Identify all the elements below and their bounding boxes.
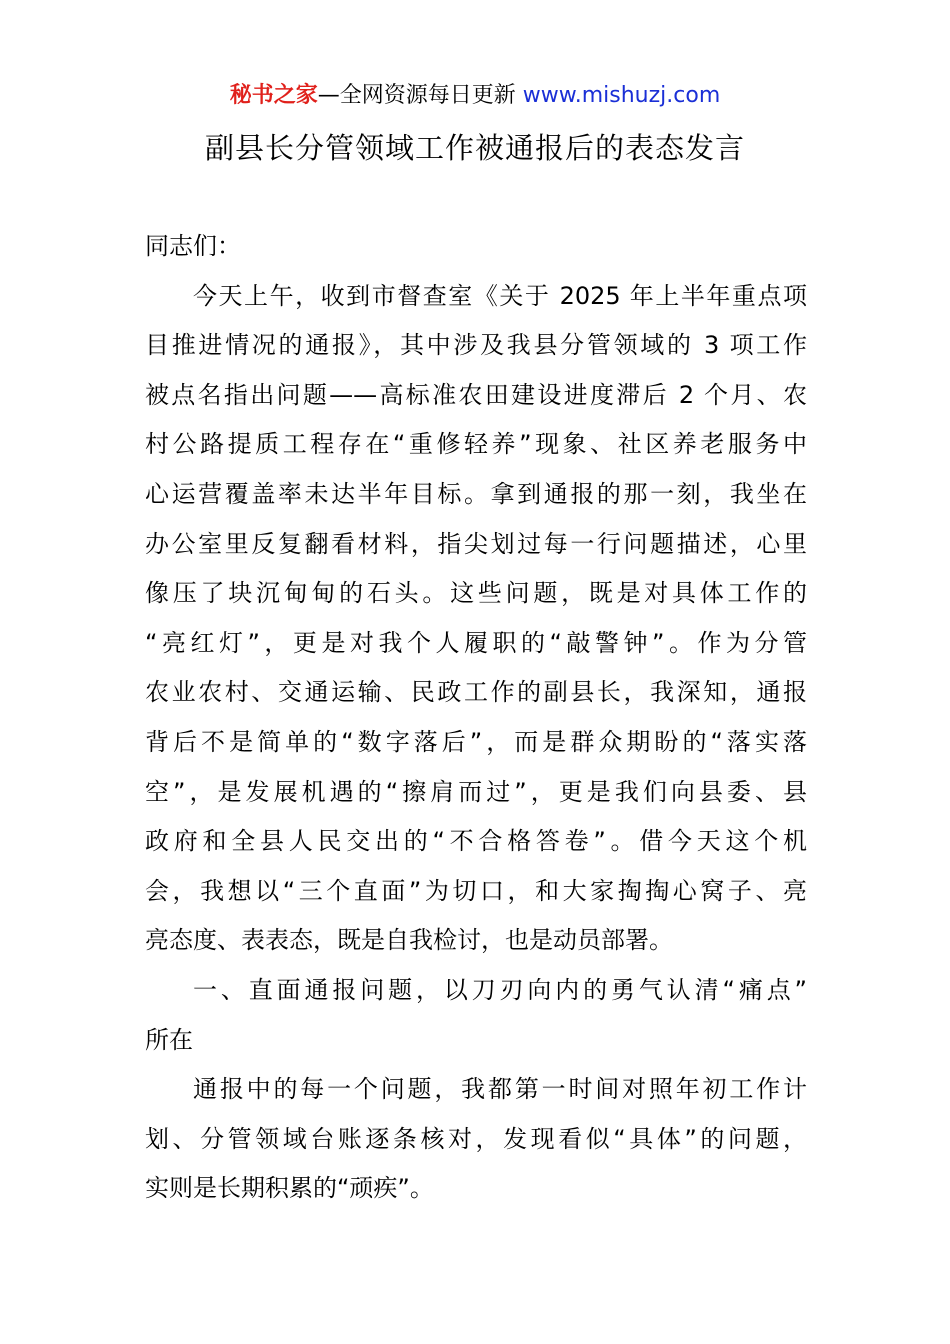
paragraph-line: 政府和全县人民交出的“不合格答卷”。借今天这个机 bbox=[145, 827, 807, 856]
paragraph-line: 划、分管领域台账逐条核对，发现看似“具体”的问题， bbox=[145, 1124, 807, 1153]
salutation: 同志们： bbox=[145, 232, 241, 260]
paragraph-line: 会，我想以“三个直面”为切口，和大家掏掏心窝子、亮 bbox=[145, 876, 807, 905]
site-header bbox=[0, 80, 950, 112]
section-heading-line: 所在 bbox=[145, 1025, 193, 1054]
paragraph-line: 背后不是简单的“数字落后”，而是群众期盼的“落实落 bbox=[145, 727, 807, 756]
site-url-link[interactable]: www.mishuzj.com bbox=[522, 83, 721, 108]
section-heading-line: 一、直面通报问题，以刀刃向内的勇气认清“痛点” bbox=[193, 975, 807, 1004]
paragraph-line: 心运营覆盖率未达半年目标。拿到通报的那一刻，我坐在 bbox=[145, 479, 807, 508]
paragraph-line: 办公室里反复翻看材料，指尖划过每一行问题描述，心里 bbox=[145, 529, 807, 558]
paragraph-line: 空”，是发展机遇的“擦肩而过”，更是我们向县委、县 bbox=[145, 777, 807, 806]
paragraph-1 bbox=[145, 272, 807, 966]
paragraph-line: 今天上午，收到市督查室《关于 2025 年上半年重点项 bbox=[193, 281, 807, 310]
paragraph-line: 通报中的每一个问题，我都第一时间对照年初工作计 bbox=[193, 1075, 807, 1104]
section-heading-1 bbox=[145, 966, 807, 1065]
document-body bbox=[145, 222, 807, 1214]
paragraph-line: “亮红灯”，更是对我个人履职的“敲警钟”。作为分管 bbox=[145, 628, 807, 657]
paragraph-line: 像压了块沉甸甸的石头。这些问题，既是对具体工作的 bbox=[145, 579, 807, 608]
paragraph-line: 村公路提质工程存在“重修轻养”现象、社区养老服务中 bbox=[145, 430, 807, 459]
paragraph-line: 实则是长期积累的“顽疾”。 bbox=[145, 1174, 434, 1203]
paragraph-line: 被点名指出问题——高标准农田建设进度滞后 2 个月、农 bbox=[145, 380, 807, 409]
paragraph-line: 目推进情况的通报》，其中涉及我县分管领域的 3 项工作 bbox=[145, 331, 807, 360]
paragraph-line: 亮态度、表表态，既是自我检讨，也是动员部署。 bbox=[145, 926, 673, 955]
brand-name: 秘书之家 bbox=[229, 83, 318, 108]
document-title: 副县长分管领域工作被通报后的表态发言 bbox=[204, 131, 745, 165]
paragraph-2 bbox=[145, 1065, 807, 1214]
header-tagline: —全网资源每日更新 bbox=[317, 83, 516, 108]
paragraph-line: 农业农村、交通运输、民政工作的副县长，我深知，通报 bbox=[145, 678, 807, 707]
